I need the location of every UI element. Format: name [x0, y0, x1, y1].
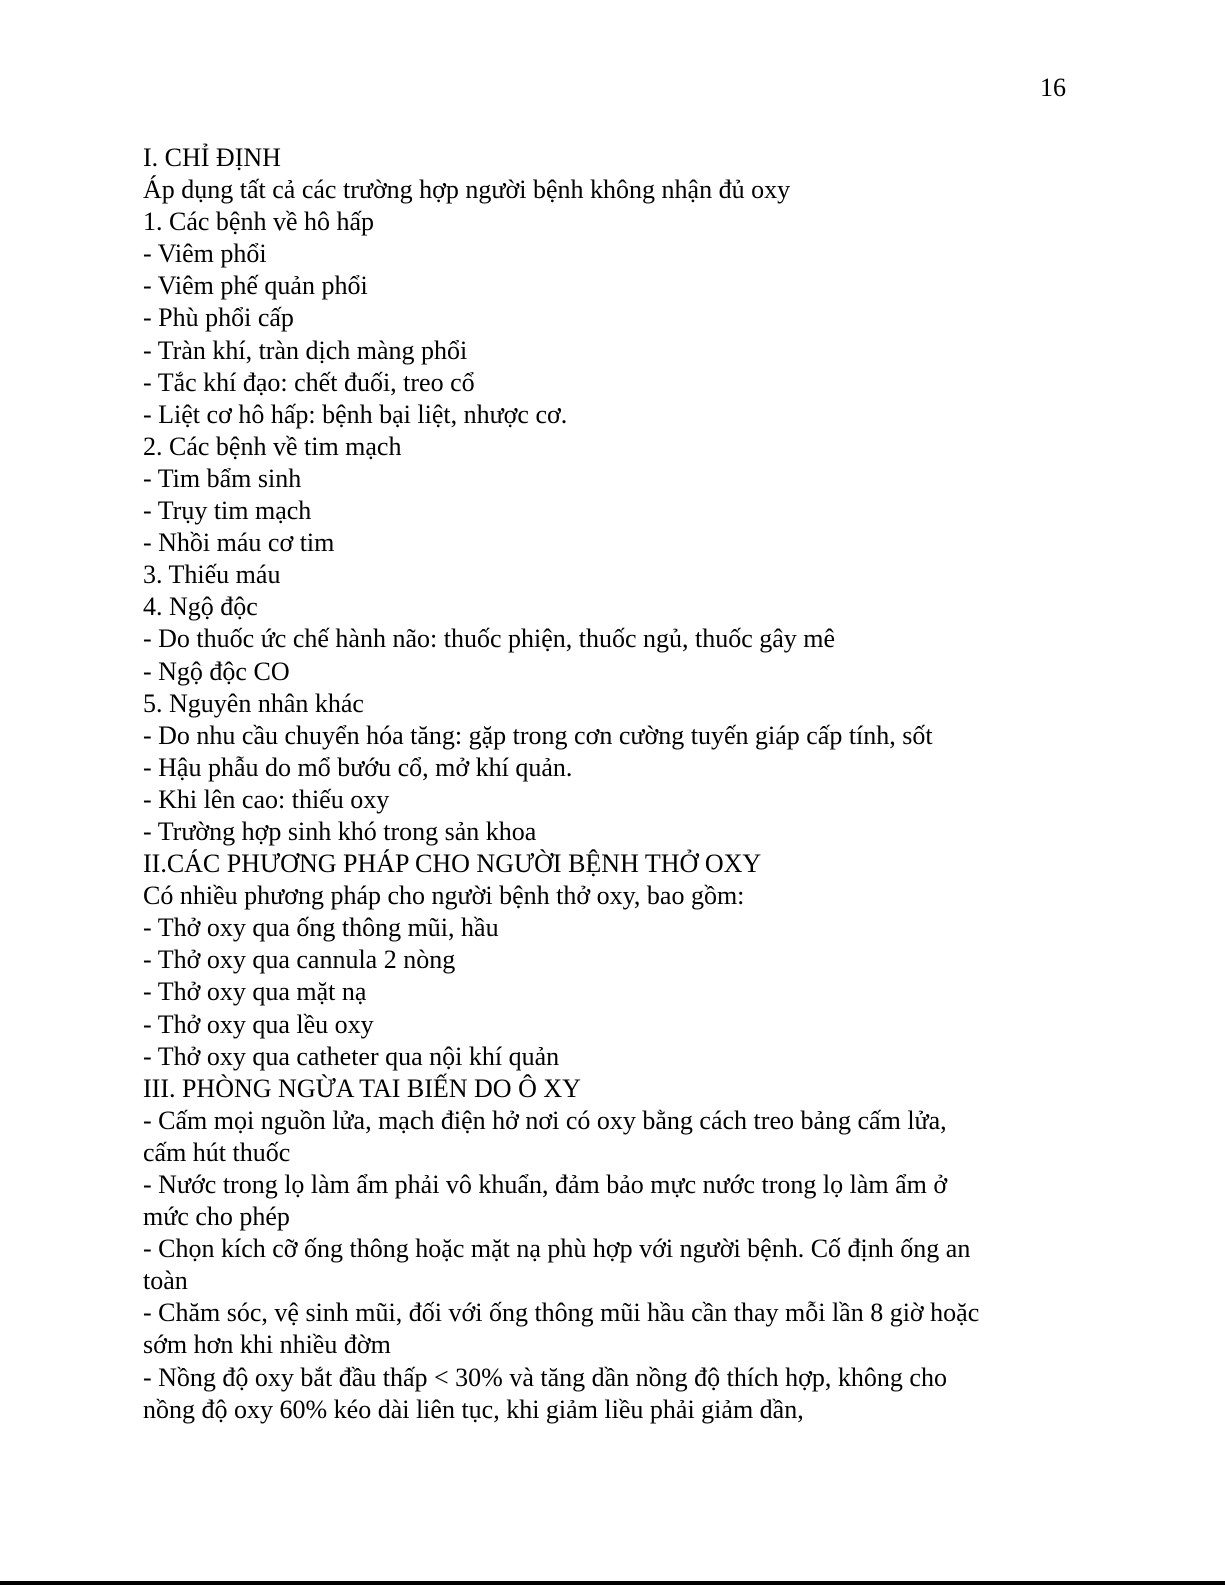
text-line: - Do nhu cầu chuyển hóa tăng: gặp trong cơn cường tuyến giáp cấp tính, sốt [143, 720, 933, 750]
bottom-divider [0, 1581, 1225, 1585]
text-line: Áp dụng tất cả các trường hợp người bệnh không nhận đủ oxy [143, 175, 791, 205]
text-line: - Chọn kích cỡ ống thông hoặc mặt nạ phù hợp với người bệnh. Cố định ống an [143, 1234, 971, 1264]
text-line: - Thở oxy qua lều oxy [143, 1009, 374, 1039]
text-line: - Trường hợp sinh khó trong sản khoa [143, 816, 537, 846]
text-line: - Thở oxy qua ống thông mũi, hầu [143, 913, 499, 943]
text-line: 1. Các bệnh về hô hấp [143, 207, 375, 237]
text-line: - Tràn khí, tràn dịch màng phổi [143, 335, 468, 365]
text-line: - Viêm phổi [143, 239, 267, 269]
text-line: - Khi lên cao: thiếu oxy [143, 784, 390, 814]
text-line: III. PHÒNG NGỪA TAI BIẾN DO Ô XY [143, 1073, 581, 1103]
text-line: Có nhiều phương pháp cho người bệnh thở oxy, bao gồm: [143, 881, 745, 911]
text-line: - Nồng độ oxy bắt đầu thấp < 30% và tăng dần nồng độ thích hợp, không cho [143, 1362, 947, 1392]
text-line: - Trụy tim mạch [143, 496, 312, 526]
text-line: - Hậu phẫu do mổ bướu cổ, mở khí quản. [143, 752, 573, 782]
text-line: nồng độ oxy 60% kéo dài liên tục, khi giảm liều phải giảm dần, [143, 1394, 804, 1424]
page-number: 16 [1040, 73, 1066, 102]
text-line: - Thở oxy qua catheter qua nội khí quản [143, 1041, 560, 1071]
text-line: - Nhồi máu cơ tim [143, 528, 335, 558]
text-line: cấm hút thuốc [143, 1137, 291, 1167]
text-line: - Thở oxy qua cannula 2 nòng [143, 945, 456, 975]
text-line: - Cấm mọi nguồn lửa, mạch điện hở nơi có oxy bằng cách treo bảng cấm lửa, [143, 1105, 947, 1135]
text-line: - Viêm phế quản phổi [143, 271, 368, 301]
text-line: - Tim bẩm sinh [143, 463, 302, 493]
text-line: I. CHỈ ĐỊNH [143, 143, 281, 172]
text-line: - Chăm sóc, vệ sinh mũi, đối với ống thông mũi hầu cần thay mỗi lần 8 giờ hoặc [143, 1298, 980, 1328]
text-line: - Nước trong lọ làm ẩm phải vô khuẩn, đảm bảo mực nước trong lọ làm ẩm ở [143, 1170, 948, 1199]
text-line: - Thở oxy qua mặt nạ [143, 977, 367, 1007]
document-body [143, 142, 1043, 1426]
text-line: 3. Thiếu máu [143, 560, 281, 590]
text-line: - Do thuốc ức chế hành não: thuốc phiện, thuốc ngủ, thuốc gây mê [143, 624, 836, 654]
text-line: 5. Nguyên nhân khác [143, 688, 364, 718]
text-line: - Tắc khí đạo: chết đuối, treo cổ [143, 367, 475, 397]
text-line: sớm hơn khi nhiều đờm [143, 1330, 391, 1360]
text-line: 4. Ngộ độc [143, 592, 258, 622]
text-line: - Liệt cơ hô hấp: bệnh bại liệt, nhược cơ. [143, 399, 568, 429]
text-line: II.CÁC PHƯƠNG PHÁP CHO NGƯỜI BỆNH THỞ OXY [143, 849, 762, 879]
text-line: - Ngộ độc CO [143, 656, 290, 686]
text-line: mức cho phép [143, 1202, 290, 1232]
text-line: 2. Các bệnh về tim mạch [143, 431, 402, 461]
text-line: - Phù phổi cấp [143, 303, 294, 333]
text-line: toàn [143, 1266, 188, 1296]
